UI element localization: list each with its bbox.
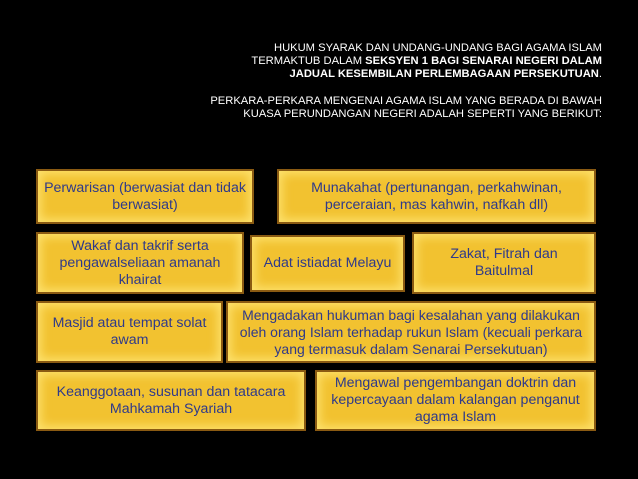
box-hukuman <box>226 301 596 363</box>
box-mahkamah-syariah-text: Keanggotaan, susunan dan tatacara Mahkamah Syariah <box>56 383 286 417</box>
box-munakahat <box>277 169 596 224</box>
header-line-2-pre: TERMAKTUB DALAM <box>251 55 366 67</box>
header-paragraph-1 <box>150 42 602 81</box>
header-line-3-bold: JADUAL KESEMBILAN PERLEMBAGAAN PERSEKUTUAN <box>289 68 599 80</box>
box-masjid-text: Masjid atau tempat solat awam <box>52 315 207 348</box>
box-zakat <box>412 232 596 294</box>
box-perwarisan <box>36 169 254 224</box>
header-line-4: PERKARA-PERKARA MENGENAI AGAMA ISLAM YANG BERADA DI BAWAH <box>210 95 602 107</box>
box-adat-istiadat <box>250 235 405 292</box>
box-hukuman-text: Mengadakan hukuman bagi kesalahan yang dilakukan oleh orang Islam terhadap rukun Islam (kecuali perkara yang termasuk dalam Senarai Persekutuan) <box>239 306 583 357</box>
box-munakahat-text: Munakahat (pertunangan, perkahwinan, perceraian, mas kahwin, nafkah dll) <box>311 179 562 213</box>
header-line-3-post: . <box>598 68 602 80</box>
header-paragraph-2 <box>150 95 602 121</box>
box-masjid <box>36 301 223 363</box>
box-doktrin <box>315 370 596 431</box>
box-mahkamah-syariah <box>36 370 306 431</box>
header-line-1: HUKUM SYARAK DAN UNDANG-UNDANG BAGI AGAMA ISLAM <box>273 42 602 54</box>
box-perwarisan-text: Perwarisan (berwasiat dan tidak berwasiat) <box>44 179 246 213</box>
box-doktrin-text: Mengawal pengembangan doktrin dan kepercayaan dalam kalangan penganut agama Islam <box>331 375 580 425</box>
box-wakaf <box>36 232 244 294</box>
box-adat-istiadat-text: Adat istiadat Melayu <box>263 255 392 271</box>
box-zakat-text: Zakat, Fitrah dan Baitulmal <box>450 246 558 279</box>
box-wakaf-text: Wakaf dan takrif serta pengawalseliaan amanah khairat <box>59 237 221 288</box>
header-text <box>150 42 602 121</box>
header-line-5: KUASA PERUNDANGAN NEGERI ADALAH SEPERTI YANG BERIKUT: <box>243 108 602 120</box>
header-line-2-bold: SEKSYEN 1 BAGI SENARAI NEGERI DALAM <box>365 55 602 67</box>
